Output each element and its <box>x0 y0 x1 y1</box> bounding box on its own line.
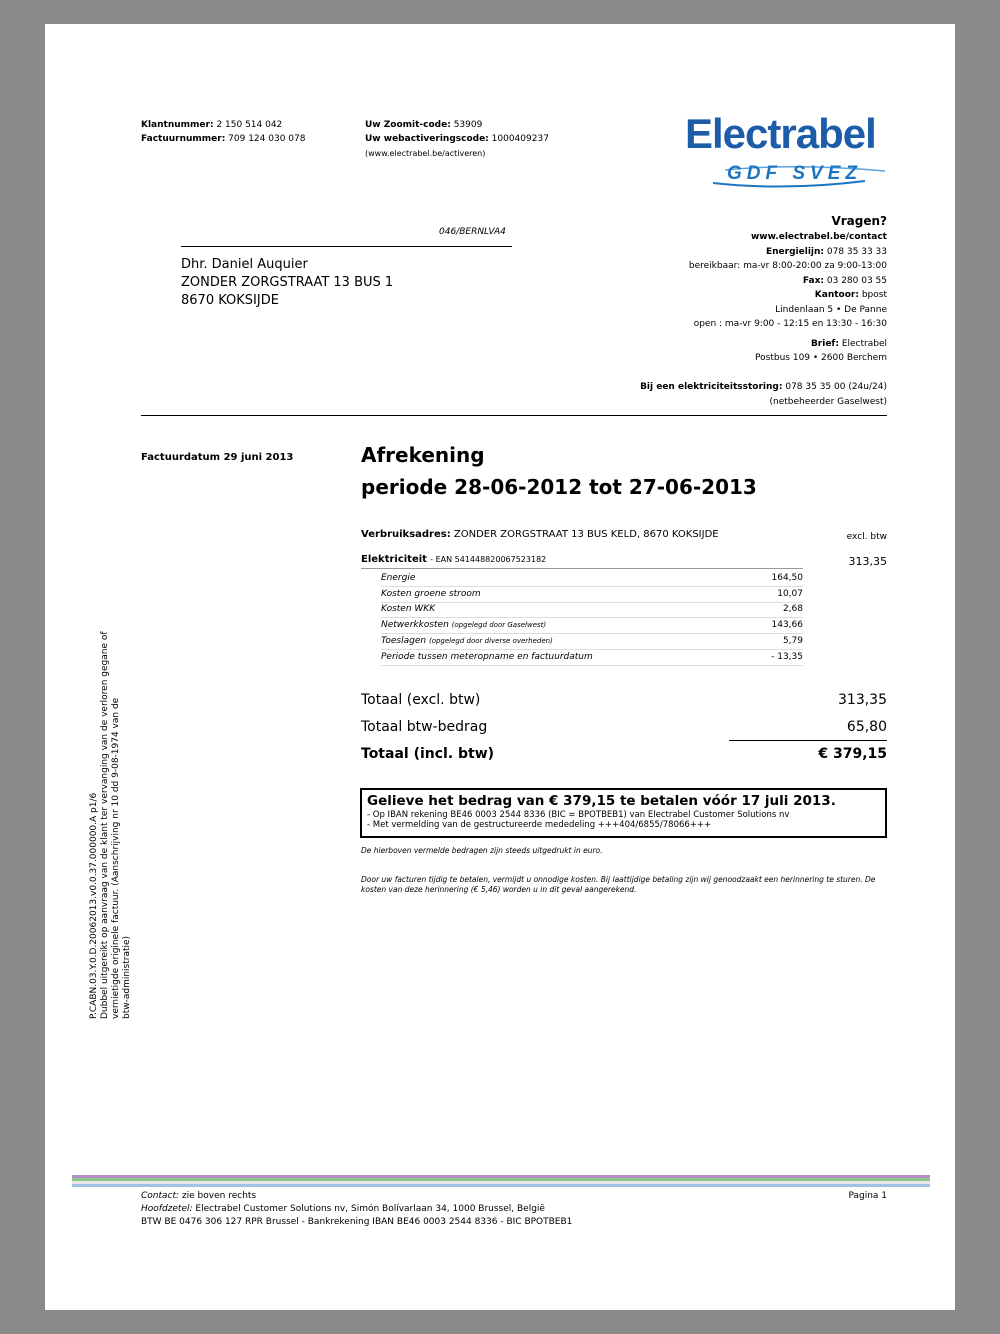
energielijn-label: Energielijn: <box>766 247 824 257</box>
detail-line-text: Periode tussen meteropname en factuurdatum <box>381 651 593 662</box>
elektriciteit-total: 313,35 <box>848 555 887 568</box>
elektriciteit-label: Elektriciteit <box>361 554 427 565</box>
detail-line-text: Kosten WKK <box>381 604 436 615</box>
webcode-value: 1000409237 <box>491 134 549 144</box>
totaal-incl-value: € 379,15 <box>818 746 887 762</box>
address-ref: 046/BERNLVA4 <box>439 227 506 237</box>
bereikbaar: bereikbaar: ma-vr 8:00-20:00 za 9:00-13:00 <box>688 261 887 271</box>
side-text-line-1: P.CABN.03.Y.0.D.20062013.v0.0.37.000000.A p1/6 <box>89 792 99 1019</box>
detail-line-text: Kosten groene stroom <box>381 588 481 599</box>
detail-line-label <box>381 573 415 583</box>
factuurnummer-label: Factuurnummer: <box>141 134 226 144</box>
footer-btw: BTW BE 0476 306 127 RPR Brussel - Bankrekening IBAN BE46 0003 2544 8336 - BIC BPOTBEB1 <box>141 1217 573 1227</box>
elektriciteit-heading <box>361 554 546 565</box>
kantoor <box>815 290 887 300</box>
gdf-suez-logo <box>685 161 890 191</box>
recipient-city: 8670 KOKSIJDE <box>181 293 279 308</box>
activation-url[interactable]: (www.electrabel.be/activeren) <box>365 149 486 158</box>
payment-box <box>360 788 887 838</box>
euro-note: De hierboven vermelde bedragen zijn steeds uitgedrukt in euro. <box>361 846 603 855</box>
detail-line-value: 10,07 <box>777 588 803 599</box>
webcode-label: Uw webactiveringscode: <box>365 134 489 144</box>
footer-hoofdzetel-label: Hoofdzetel: <box>141 1204 193 1214</box>
address-divider <box>181 246 512 247</box>
detail-line <box>381 571 803 587</box>
detail-line-label <box>381 636 553 646</box>
invoice-period: periode 28-06-2012 tot 27-06-2013 <box>361 475 757 499</box>
footer-contact-label: Contact: <box>141 1191 180 1201</box>
payment-headline: Gelieve het bedrag van € 379,15 te betalen vóór 17 juli 2013. <box>367 793 836 809</box>
detail-line-note: (opgelegd door diverse overheden) <box>428 636 553 645</box>
totaal-excl-value: 313,35 <box>838 692 887 708</box>
zoomit-code <box>365 120 482 130</box>
detail-line-label <box>381 604 435 614</box>
detail-line-label <box>381 652 593 662</box>
side-text-line-4: btw-administratie) <box>122 935 132 1019</box>
zoomit-value: 53909 <box>453 120 483 130</box>
energielijn <box>766 247 887 257</box>
payment-iban-line: - Op IBAN rekening BE46 0003 2544 8336 (BIC = BPOTBEB1) van Electrabel Customer Solutions nv <box>367 810 790 820</box>
footer-hoofdzetel <box>141 1204 545 1214</box>
detail-line-text: Energie <box>381 573 416 583</box>
webactiveringscode <box>365 134 549 144</box>
netbeheerder: (netbeheerder Gaselwest) <box>769 397 887 407</box>
klantnummer-value: 2 150 514 042 <box>216 120 283 130</box>
side-text-line-2: Dubbel uitgereikt op aanvraag van de klant ter vervanging van de verloren gegane of <box>100 631 110 1019</box>
kantoor-label: Kantoor: <box>814 290 859 300</box>
excl-btw-header: excl. btw <box>846 532 887 542</box>
footer-contact <box>141 1191 256 1201</box>
page-number: Pagina 1 <box>848 1191 887 1201</box>
detail-line-value: 2,68 <box>782 604 803 615</box>
detail-line-label <box>381 620 546 630</box>
storing <box>640 382 887 392</box>
fax <box>803 276 887 286</box>
brief-label: Brief: <box>810 339 839 349</box>
detail-line-label <box>381 589 481 599</box>
brief <box>811 339 887 349</box>
btw-label: Totaal btw-bedrag <box>361 719 488 735</box>
electrabel-logo: Electrabel <box>685 110 876 157</box>
zoomit-label: Uw Zoomit-code: <box>365 120 451 130</box>
detail-line-text: Toeslagen <box>381 635 427 646</box>
detail-line-note: (opgelegd door Gaselwest) <box>451 621 547 630</box>
gdf-suez-text: GDF SVEZ <box>727 163 863 184</box>
footer-contact-value: zie boven rechts <box>181 1191 257 1201</box>
factuurnummer-value: 709 124 030 078 <box>228 134 306 144</box>
detail-line <box>381 634 803 650</box>
detail-line-text: Netwerkkosten <box>381 620 449 631</box>
verbruiksadres-label: Verbruiksadres: <box>361 529 451 540</box>
klantnummer-label: Klantnummer: <box>141 120 214 130</box>
fax-value: 03 280 03 55 <box>826 276 887 286</box>
side-text-line-3: vernietigde originele factuur. (Aanschrijving nr 10 dd 9-08-1974 van de <box>111 697 121 1019</box>
storing-label: Bij een elektriciteitsstoring: <box>640 382 783 392</box>
energielijn-value: 078 35 33 33 <box>826 247 887 257</box>
totaal-incl-label: Totaal (incl. btw) <box>361 746 495 762</box>
totals-divider <box>729 740 887 741</box>
klantnummer <box>141 120 282 130</box>
ean: - EAN 541448820067523182 <box>430 555 547 564</box>
detail-line <box>381 602 803 618</box>
side-legal-text <box>89 631 133 1019</box>
invoice-page <box>45 24 955 1310</box>
detail-line <box>381 618 803 634</box>
detail-line-value: 164,50 <box>771 573 803 583</box>
storing-value: 078 35 35 00 (24u/24) <box>785 382 887 392</box>
recipient-street: ZONDER ZORGSTRAAT 13 BUS 1 <box>181 275 394 290</box>
late-payment-note-1: Door uw facturen tijdig te betalen, vermijdt u onnodige kosten. Bij laattijdige betaling zijn wij genoodzaakt een herinnering te sturen. De <box>361 875 876 884</box>
brief-address: Postbus 109 • 2600 Berchem <box>755 353 887 363</box>
detail-line <box>381 650 803 666</box>
kantoor-value: bpost <box>861 290 887 300</box>
verbruiksadres-value: ZONDER ZORGSTRAAT 13 BUS KELD, 8670 KOKSIJDE <box>453 529 719 540</box>
verbruiksadres <box>361 529 719 540</box>
detail-line-value: - 13,35 <box>771 651 803 662</box>
recipient-name: Dhr. Daniel Auquier <box>181 257 308 272</box>
detail-line-value: 143,66 <box>771 620 803 631</box>
footer-hoofdzetel-value: Electrabel Customer Solutions nv, Simón Bolívarlaan 34, 1000 Brussel, België <box>195 1204 545 1214</box>
invoice-date: Factuurdatum 29 juni 2013 <box>141 452 294 463</box>
footer-stripe-blue <box>72 1184 930 1187</box>
invoice-title: Afrekening <box>361 443 485 467</box>
late-payment-note-2: kosten van deze herinnering (€ 5,46) worden u in dit geval aangerekend. <box>361 885 637 894</box>
detail-line <box>381 587 803 603</box>
totaal-excl-label: Totaal (excl. btw) <box>361 692 481 708</box>
contact-website[interactable]: www.electrabel.be/contact <box>750 232 887 242</box>
detail-line-value: 5,79 <box>782 635 803 646</box>
contact-title: Vragen? <box>831 214 887 228</box>
kantoor-address: Lindenlaan 5 • De Panne <box>775 305 887 315</box>
fax-label: Fax: <box>802 276 824 286</box>
header-divider <box>141 415 887 416</box>
btw-value: 65,80 <box>846 719 887 735</box>
elektriciteit-divider <box>361 568 803 569</box>
brief-value: Electrabel <box>841 339 887 349</box>
factuurnummer <box>141 134 305 144</box>
kantoor-open: open : ma-vr 9:00 - 12:15 en 13:30 - 16:30 <box>693 319 887 329</box>
payment-reference-line: - Met vermelding van de gestructureerde mededeling +++404/6855/78066+++ <box>367 820 712 830</box>
